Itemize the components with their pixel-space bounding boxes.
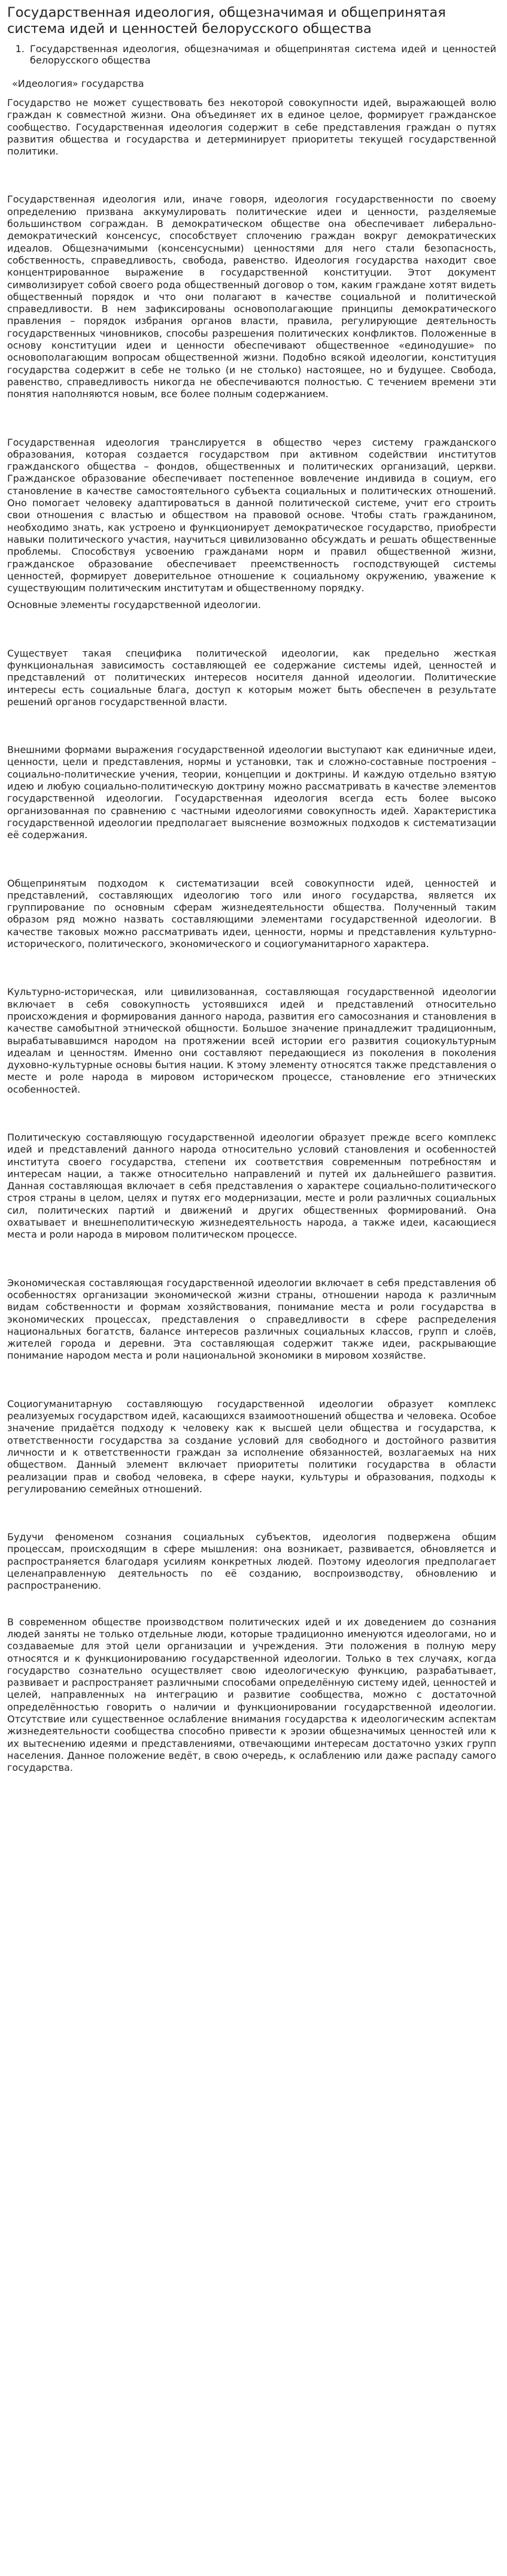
paragraph-spacer bbox=[7, 158, 496, 193]
paragraph-spacer bbox=[7, 1241, 496, 1277]
section-heading: «Идеология» государства bbox=[12, 78, 144, 89]
paragraph-spacer bbox=[7, 1495, 496, 1531]
paragraph-spacer bbox=[7, 1096, 496, 1132]
toc-item[interactable]: 1. Государственная идеология, общезначимая и общепринятая система идей и ценностей белорусского общества bbox=[28, 43, 496, 66]
paragraph-spacer bbox=[7, 950, 496, 986]
paragraph-spacer bbox=[7, 401, 496, 437]
paragraph-intro: Государство не может существовать без некоторой совокупности идей, выражающей волю граждан к совместной жизни. Она объединяет их в единое целое, формирует гражданское сообщество. Государственная идеология содержит в себе представления граждан о путях развития общества и государства и детерминирует приоритеты текущей государственной политики. bbox=[7, 97, 496, 158]
paragraph-cultural-historical: Культурно-историческая, или цивилизованная, составляющая государственной идеологии включает в себя совокупность устоявшихся идей и представлений относительно происхождения и формирования данного народа, развития его самосознания и становления в качестве самобытной этнической общности. Большое значение принадлежит традиционным, вырабатывавшимся народом на протяжении всей истории его развития социокультурным идеалам и ценностям. Именно они составляют передающиеся из поколения в поколения духовно-культурные основы бытия нации. К этому элементу относятся также представления о месте и роле народа в мировом историческом процессе, становление его этнических особенностей. bbox=[7, 986, 496, 1095]
paragraph-spacer bbox=[7, 1592, 496, 1616]
paragraph-civic-education: Государственная идеология транслируется в общество через систему гражданского образования, которая создается государством при активном содействии институтов гражданского общества – фондов, общественных и политических организаций, церкви. Гражданское образование обеспечивает постепенное вовлечение индивида в социум, его становление в качестве самостоятельного субъекта социальных и политических отношений. Оно помогает человеку адаптироваться в данной политической системе, учит его строить свои отношения с властью и обществом на правовой основе. Чтобы стать гражданином, необходимо знать, как устроено и функционирует демократическое государство, приобрести навыки политического участия, научиться цивилизованно обсуждать и решать общественные проблемы. Способствуя усвоению гражданами норм и правил общественной жизни, гражданское образование обеспечивает преемственность господствующей системы ценностей, формирует доверительное отношение к социальному окружению, уважение к существующим политическим институтам и общественному порядку. bbox=[7, 436, 496, 594]
paragraph-sociohumanitarian: Социогуманитарную составляющую государственной идеологии образует комплекс реализуемых государством идей, касающихся взаимоотношений общества и человека. Особое значение придаётся подходу к человеку как к высшей цели общества и государства, к ответственности государства за создание условий для свободного и достойного развития личности и к ответственности граждан за исполнение обязанностей, возлагаемых на них обществом. Данный элемент включает приоритеты политики государства в области реализации прав и свобод человека, в сфере науки, культуры и образования, подходы к регулированию семейных отношений. bbox=[7, 1398, 496, 1495]
paragraph-spacer bbox=[7, 708, 496, 744]
paragraph-external-forms: Внешними формами выражения государственной идеологии выступают как единичные идеи, ценности, цели и представления, нормы и установки, так и сложно-составные построения –социально-политические учения, теории, концепции и доктрины. И каждую отдельно взятую идею и любую социально-политическую доктрину можно рассматривать в качестве элементов государственной идеологии. Государственная идеология всегда есть более высоко организованная по сравнению с частными идеологиями совокупность идей. Характеристика государственной идеологии предполагает выяснение возможных подходов к систематизации её содержания. bbox=[7, 744, 496, 841]
paragraph-elements-heading: Основные элементы государственной идеологии. bbox=[7, 599, 261, 611]
paragraph-specifics: Существует такая специфика политической идеологии, как предельно жесткая функциональная зависимость составляющей ее содержание системы идей, ценностей и представлений от политических интересов носителя данной идеологии. Политические интересы есть социальные блага, доступ к которым может быть обеспечен в результате решений органов государственной власти. bbox=[7, 647, 496, 708]
paragraph-systematization: Общепринятым подходом к систематизации всей совокупности идей, ценностей и представлений, составляющих идеологию того или иного государства, является их группирование по основным сферам жизнедеятельности общества. Полученный таким образом ряд можно назвать составляющими элементами государственной идеологии. В качестве таковых можно рассматривать идеи, ценности, нормы и представления культурно-исторического, политического, экономического и социогуманитарного характера. bbox=[7, 877, 496, 950]
paragraph-spacer bbox=[7, 612, 496, 648]
paragraph-spacer bbox=[7, 842, 496, 878]
table-of-contents bbox=[7, 43, 496, 66]
paragraph-spacer bbox=[7, 1362, 496, 1398]
paragraph-economic: Экономическая составляющая государственной идеологии включает в себя представления об особенностях организации экономической жизни страны, отношении народа к различным видам собственности и формам хозяйствования, понимание места и роли государства в экономических процессах, представления о справедливости в сфере распределения национальных богатств, балансе интересов различных социальных классов, групп и слоёв, жителей города и деревни. Эта составляющая содержит также идеи, раскрывающие понимание народом места и роли национальной экономики в мировом хозяйстве. bbox=[7, 1277, 496, 1362]
paragraph-modern-society: В современном обществе производством политических идей и их доведением до сознания людей заняты не только отдельные люди, которые традиционно именуются идеологами, но и создаваемые для этой цели организации и учреждения. Эти положения в полную меру относятся и к функционированию государственной идеологии. Только в тех случаях, когда государство сознательно осуществляет свою идеологическую функцию, разрабатывает, развивает и распространяет различными способами определённую систему идей, ценностей и целей, направленных на интеграцию и развитие сообщества, можно с достаточной определённостью говорить о наличии и функционировании государственной идеологии. Отсутствие или существенное ослабление внимания государства к идеологическим аспектам жизнедеятельности сообщества способно привести к эрозии общезначимых ценностей или к их вытеснению идеями и представлениями, отвечающими интересам достаточно узких групп населения. Данное положение ведёт, в свою очередь, к ослаблению или даже распаду самого государства. bbox=[7, 1616, 496, 1774]
paragraph-political: Политическую составляющую государственной идеологии образует прежде всего комплекс идей и представлений данного народа относительно условий становления и особенностей института своего государства, степени их соответствия современным потребностям и интересам нации, а также относительно направлений и путей их дальнейшего развития. Данная составляющая включает в себя представления о характере социально-политического строя страны в целом, целях и путях его модернизации, месте и роли различных социальных сил, политических партий и движений и других общественных формирований. Она охватывает и внешнеполитическую жизнедеятельность народа, а также идеи, касающиеся места и роли народа в мировом политическом процессе. bbox=[7, 1132, 496, 1241]
document-title: Государственная идеология, общезначимая и общепринятая система идей и ценностей белорусского общества bbox=[7, 5, 446, 37]
paragraph-consciousness: Будучи феноменом сознания социальных субъектов, идеология подвержена общим процессам, происходящим в сфере мышления: она возникает, развивается, обновляется и распространяется благодаря усилиям конкретных людей. Поэтому идеология предполагает целенаправленную деятельность по её созданию, воспроизводству, обновлению и распространению. bbox=[7, 1531, 496, 1592]
paragraph-spacer bbox=[7, 594, 496, 599]
paragraph-state-ideology-definition: Государственная идеология или, иначе говоря, идеология государственности по своему определению призвана аккумулировать политические идеи и ценности, разделяемые большинством сограждан. В демократическом обществе она обеспечивает либерально-демократический консенсус, способствует сплочению граждан вокруг демократических идеалов. Общезначимыми (консенсусными) ценностями для него стали безопасность, собственность, справедливость, свобода, равенство. Идеология государства находит свое концентрированное выражение в государственной конституции. Этот документ символизирует собой своего рода общественный договор о том, каким граждане хотят видеть общественный порядок и что они полагают в качестве социальной и политической справедливости. В нем зафиксированы основополагающие принципы демократического правления – порядок избрания органов власти, правила, регулирующие деятельность государственных чиновников, способы разрешения политических конфликтов. Положенные в основу конституции идеи и ценности обеспечивают общественное «единодушие» по основополагающим вопросам общественной жизни. Подобно всякой идеологии, конституция государства содержит в себе не только (и не столько) настоящее, но и будущее. Свобода, равенство, справедливость никогда не обеспечиваются полностью. С течением времени эти понятия наполняются новым, все более полным содержанием. bbox=[7, 193, 496, 400]
